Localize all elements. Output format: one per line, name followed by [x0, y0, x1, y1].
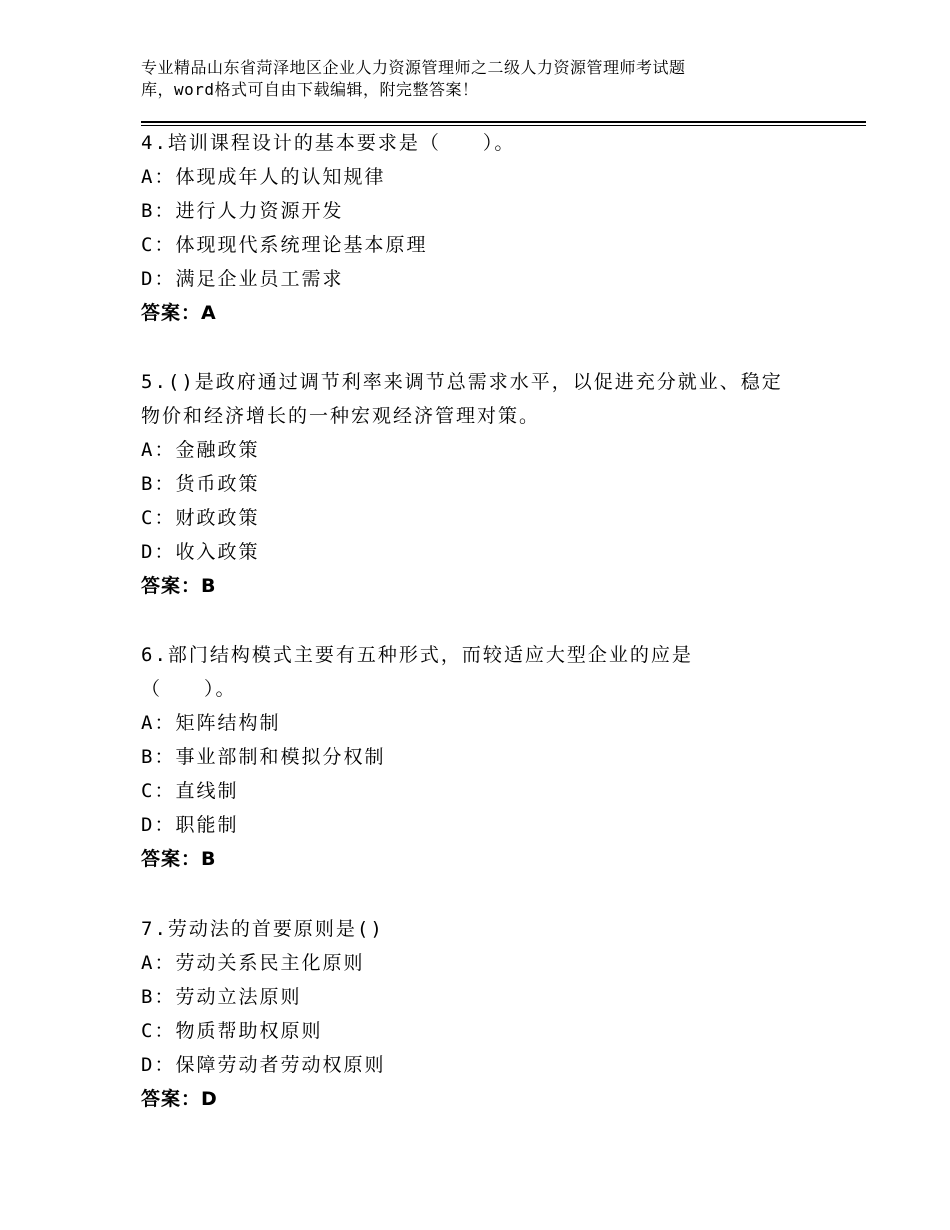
- question-4: [141, 126, 841, 330]
- question-stem: 6.部门结构模式主要有五种形式，而较适应大型企业的应是: [141, 644, 693, 666]
- question-stem: 4.培训课程设计的基本要求是（ ）。: [141, 132, 516, 154]
- option-b: B：事业部制和模拟分权制: [141, 746, 386, 768]
- question-stem: 7.劳动法的首要原则是(): [141, 918, 384, 940]
- option-a: A：金融政策: [141, 439, 260, 461]
- question-5: [141, 365, 841, 603]
- option-b: B：进行人力资源开发: [141, 200, 344, 222]
- header-divider-thick: [141, 121, 866, 123]
- option-d: D：职能制: [141, 814, 239, 836]
- option-d: D：保障劳动者劳动权原则: [141, 1054, 386, 1076]
- option-d: D：收入政策: [141, 541, 260, 563]
- header-line-1: 专业精品山东省菏泽地区企业人力资源管理师之二级人力资源管理师考试题: [141, 58, 686, 77]
- answer: 答案：B: [141, 575, 217, 597]
- option-b: B：劳动立法原则: [141, 986, 302, 1008]
- option-b: B：货币政策: [141, 473, 260, 495]
- option-d: D：满足企业员工需求: [141, 268, 344, 290]
- question-stem-continued: （ ）。: [141, 678, 237, 700]
- question-stem-continued: 物价和经济增长的一种宏观经济管理对策。: [141, 405, 541, 427]
- answer: 答案：B: [141, 848, 217, 870]
- answer: 答案：D: [141, 1088, 218, 1110]
- question-6: [141, 638, 841, 876]
- header-line-2: 库，word格式可自由下载编辑，附完整答案！: [141, 80, 479, 99]
- option-c: C：物质帮助权原则: [141, 1020, 323, 1042]
- question-7: [141, 912, 841, 1116]
- option-c: C：财政政策: [141, 507, 260, 529]
- option-a: A：矩阵结构制: [141, 712, 281, 734]
- question-stem: 5.()是政府通过调节利率来调节总需求水平，以促进充分就业、稳定: [141, 371, 783, 393]
- option-c: C：体现现代系统理论基本原理: [141, 234, 428, 256]
- document-header: [141, 57, 781, 101]
- option-c: C：直线制: [141, 780, 239, 802]
- answer: 答案：A: [141, 302, 217, 324]
- option-a: A：体现成年人的认知规律: [141, 166, 386, 188]
- option-a: A：劳动关系民主化原则: [141, 952, 365, 974]
